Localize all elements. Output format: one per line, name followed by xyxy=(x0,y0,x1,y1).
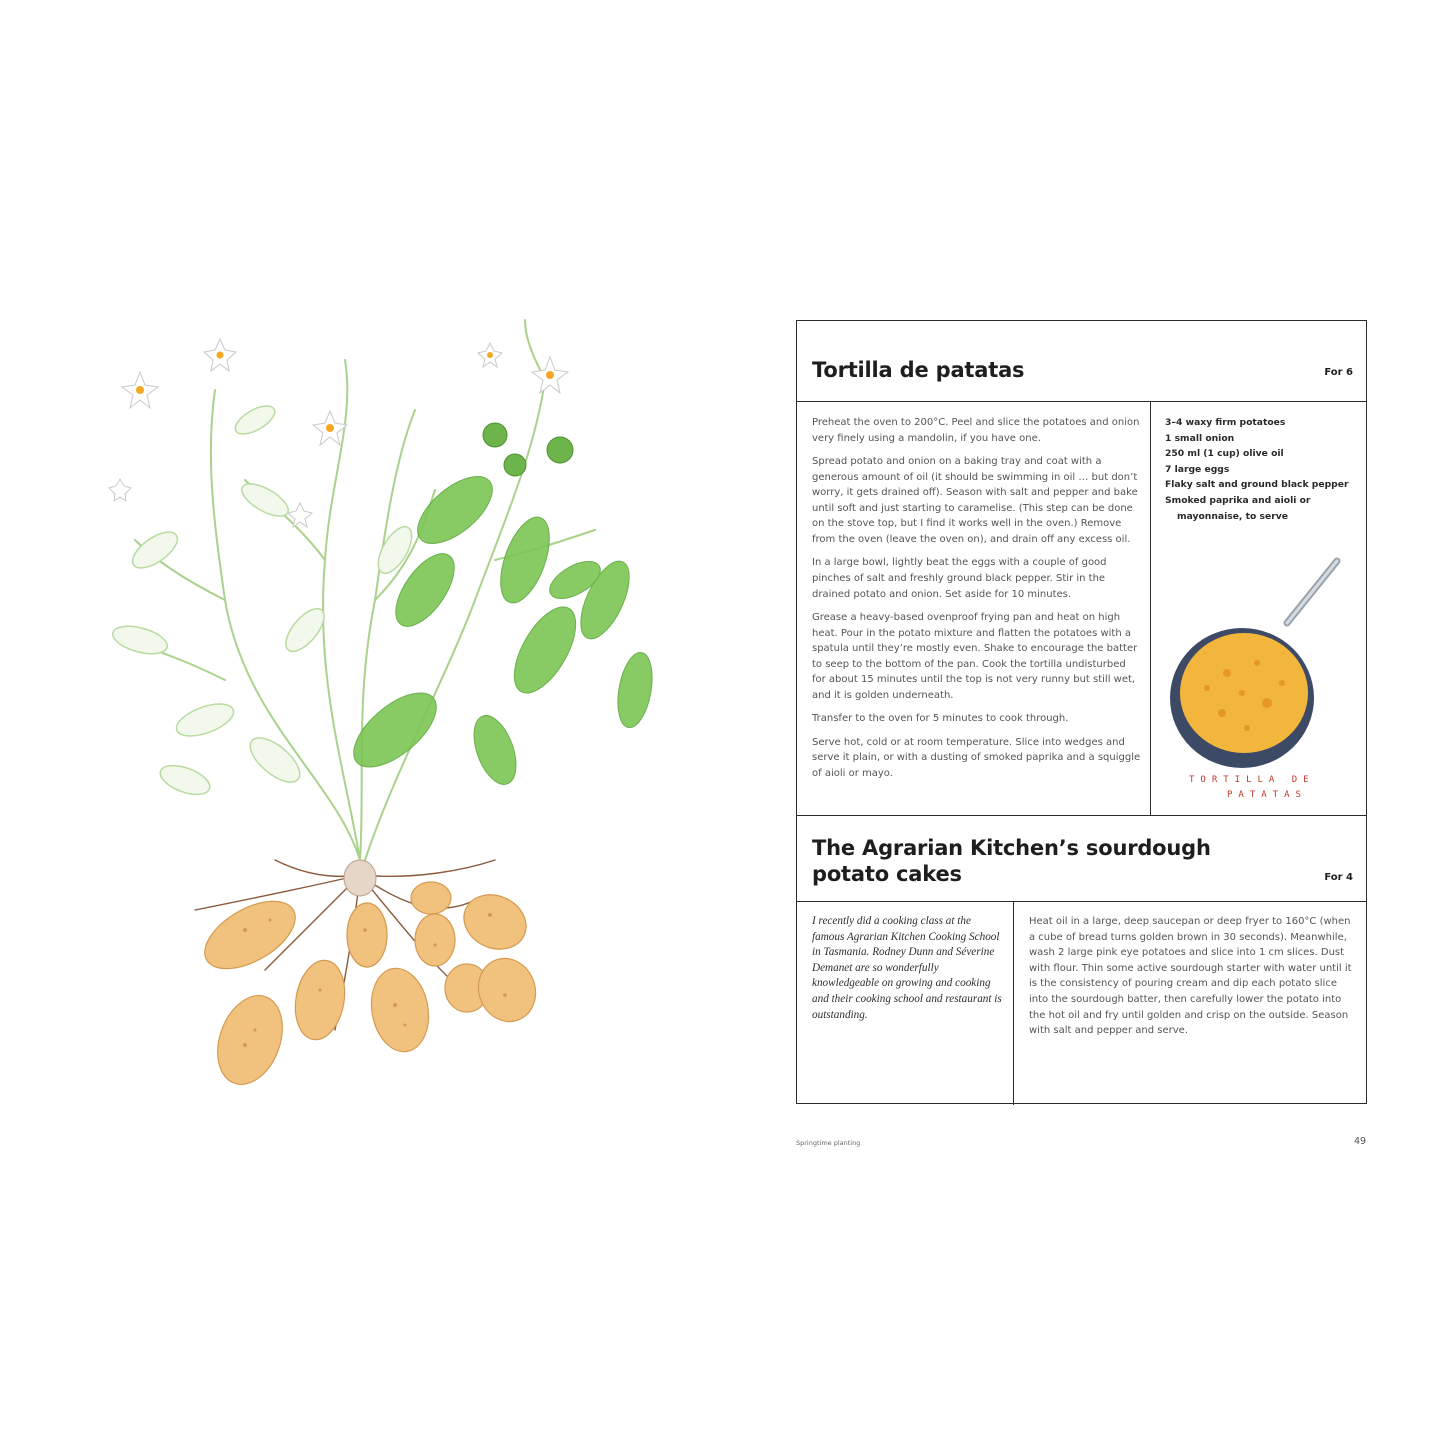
ingredient-item: 7 large eggs xyxy=(1165,463,1230,475)
recipe2-title-line1: The Agrarian Kitchen’s sourdough xyxy=(812,836,1211,860)
plant-base xyxy=(344,860,376,896)
potato-plant-illustration xyxy=(95,300,695,1120)
ingredient-item: Flaky salt and ground black pepper xyxy=(1165,479,1349,491)
pan-caption-line2: PATATAS xyxy=(1227,790,1307,798)
ingredient-item: 250 ml (1 cup) olive oil xyxy=(1165,448,1284,460)
divider xyxy=(1150,401,1151,815)
recipe1-method xyxy=(812,415,1142,789)
recipe2-serves: For 4 xyxy=(1324,872,1353,883)
potatoes xyxy=(194,882,545,1093)
tortilla-pan-illustration xyxy=(1167,553,1362,798)
recipe2-method: Heat oil in a large, deep saucepan or deep fryer to 160°C (when a cube of bread turns golden brown in 30 seconds). Meanwhile, wash 2 large pink eye potatoes and slice into 1 cm slices. Dust with flour. Thin some active sourdough starter with water until it is the consistency of pouring cream and dip each potato slice into the sourdough batter, then carefully lower the potato into the hot oil and fry until golden and crisp on the outside. Season with salt and pepper and serve. xyxy=(1029,916,1352,1037)
method-step: Transfer to the oven for 5 minutes to cook through. xyxy=(812,713,1069,725)
recipe2-intro: I recently did a cooking class at the famous Agrarian Kitchen Cooking School in Tasmania. Rodney Dunn and Séverine Demanet are so wonderfully knowledgeable on growing and cooking and their cooking school and restaurant is outstanding. xyxy=(812,915,1002,1021)
recipe1-title: Tortilla de patatas xyxy=(812,358,1025,382)
ingredient-item: 3–4 waxy firm potatoes xyxy=(1165,417,1286,428)
recipe2-title-line2: potato cakes xyxy=(812,862,962,886)
divider xyxy=(797,401,1366,402)
page-number: 49 xyxy=(1354,1136,1367,1147)
ingredient-item: 1 small onion xyxy=(1165,432,1235,444)
method-step: Spread potato and onion on a baking tray and coat with a generous amount of oil (it should be swimming in oil … but don’t worry, it gets drained off). Season with salt and pepper and bake until soft and just starting to caramelise. (This step can be done on the stove top, but I find it works well in the oven.) Remove from the oven (leave the oven on), and drain off any excess oil. xyxy=(812,455,1138,545)
ingredient-item: Smoked paprika and aioli or mayonnaise, to serve xyxy=(1165,494,1311,522)
berries xyxy=(483,423,573,476)
recipe1-ingredients xyxy=(1165,415,1355,524)
footer-section-name: Springtime planting xyxy=(796,1139,861,1147)
divider xyxy=(797,901,1366,902)
pan-caption-line1: TORTILLA DE xyxy=(1189,775,1315,785)
divider xyxy=(797,815,1366,816)
method-step: Serve hot, cold or at room temperature. Slice into wedges and serve it plain, or with a dusting of smoked paprika and a squiggle of aioli or mayo. xyxy=(812,736,1141,779)
method-step: In a large bowl, lightly beat the eggs with a couple of good pinches of salt and freshly ground black pepper. Stir in the drained potato and onion. Set aside for 10 minutes. xyxy=(812,557,1107,600)
method-step: Grease a heavy-based ovenproof frying pan and heat on high heat. Pour in the potato mixture and flatten the potatoes with a spatula until they’re mostly even. Shake to encourage the batter to seep to the bottom of the pan. Cook the tortilla undisturbed for about 15 minutes until the top is not very runny but still wet, and it is golden underneath. xyxy=(812,611,1138,701)
recipe-box xyxy=(796,320,1367,1104)
divider xyxy=(1013,901,1014,1105)
method-step: Preheat the oven to 200°C. Peel and slice the potatoes and onion very finely using a mandolin, if you have one. xyxy=(812,417,1140,444)
recipe2-title xyxy=(812,835,1211,887)
recipe1-serves: For 6 xyxy=(1324,367,1353,378)
